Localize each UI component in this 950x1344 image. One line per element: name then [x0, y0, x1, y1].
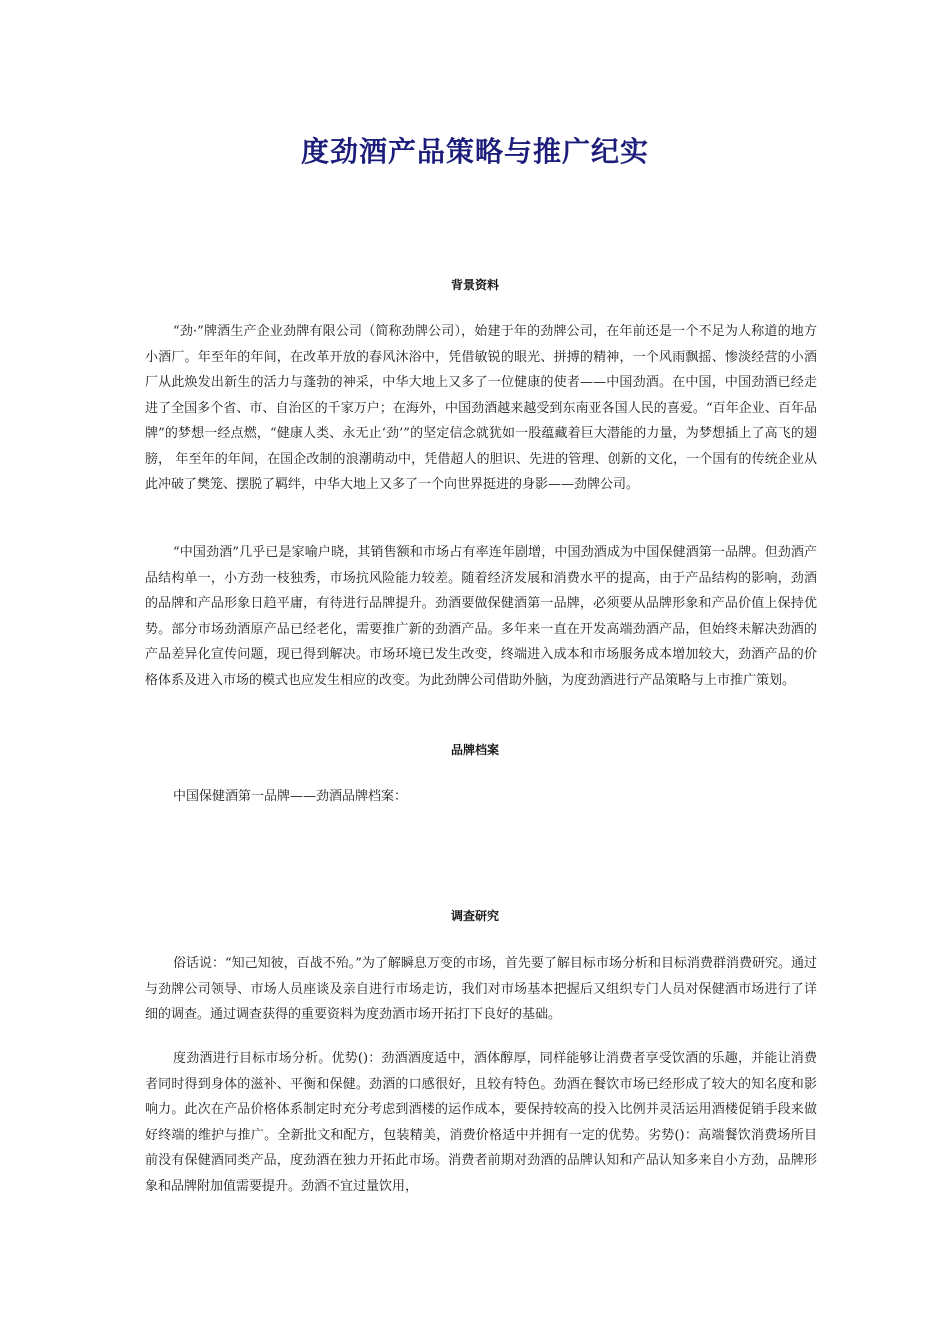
paragraph-research-1: 俗话说：“知己知彼，百战不殆。”为了解瞬息万变的市场，首先要了解目标市场分析和目标消费群消费研究。通过与劲牌公司领导、市场人员座谈及亲自进行市场走访，我们对市场基本把握后又组织专门人员对保健酒市场进行了详细的调查。通过调查获得的重要资料为度劲酒市场开拓打下良好的基础。 [145, 956, 817, 1022]
section-heading-brand: 品牌档案 [450, 743, 499, 757]
document-title: 度劲酒产品策略与推广纪实 [300, 135, 649, 168]
paragraph-brand-1: 中国保健酒第一品牌——劲酒品牌档案： [173, 789, 408, 804]
paragraph-background-2: “中国劲酒”几乎已是家喻户晓，其销售额和市场占有率连年剧增，中国劲酒成为中国保健酒第一品牌。但劲酒产品结构单一，小方劲一枝独秀，市场抗风险能力较差。随着经济发展和消费水平的提高，由于产品结构的影响，劲酒的品牌和产品形象日趋平庸，有待进行品牌提升。劲酒要做保健酒第一品牌，必须要从品牌形象和产品价值上保持优势。部分市场劲酒原产品已经老化，需要推广新的劲酒产品。多年来一直在开发高端劲酒产品，但始终未解决劲酒的产品差异化宣传问题，现已得到解决。市场环境已发生改变，终端进入成本和市场服务成本增加较大，劲酒产品的价格体系及进入市场的模式也应发生相应的改变。为此劲牌公司借助外脑，为度劲酒进行产品策略与上市推广策划。 [145, 545, 817, 688]
section-heading-research: 调查研究 [450, 909, 499, 923]
paragraph-research-2: 度劲酒进行目标市场分析。优势()：劲酒酒度适中，酒体醇厚，同样能够让消费者享受饮酒的乐趣，并能让消费者同时得到身体的滋补、平衡和保健。劲酒的口感很好，且较有特色。劲酒在餐饮市场已经形成了较大的知名度和影响力。此次在产品价格体系制定时充分考虑到酒楼的运作成本，要保持较高的投入比例并灵活运用酒楼促销手段来做好终端的维护与推广。全新批文和配方，包装精美，消费价格适中并拥有一定的优势。劣势()：高端餐饮消费场所目前没有保健酒同类产品，度劲酒在独力开拓此市场。消费者前期对劲酒的品牌认知和产品认知多来自小方劲，品牌形象和品牌附加值需要提升。劲酒不宜过量饮用， [145, 1051, 817, 1194]
paragraph-background-1: “劲·”牌酒生产企业劲牌有限公司（简称劲牌公司），始建于年的劲牌公司，在年前还是一个不足为人称道的地方小酒厂。年至年的年间，在改革开放的春风沐浴中，凭借敏锐的眼光、拼搏的精神，一个风雨飘摇、惨淡经营的小酒厂从此焕发出新生的活力与蓬勃的神采，中华大地上又多了一位健康的使者——中国劲酒。在中国，中国劲酒已经走进了全国多个省、市、自治区的千家万户；在海外，中国劲酒越来越受到东南亚各国人民的喜爱。“百年企业、百年品牌”的梦想一经点燃，“健康人类、永无止‘劲’”的坚定信念就犹如一股蕴藏着巨大潜能的力量，为梦想插上了高飞的翅膀， 年至年的年间，在国企改制的浪潮萌动中，凭借超人的胆识、先进的管理、创新的文化，一个国有的传统企业从此冲破了樊笼、摆脱了羁绊，中华大地上又多了一个向世界挺进的身影——劲牌公司。 [145, 324, 817, 492]
section-heading-background: 背景资料 [450, 278, 499, 292]
